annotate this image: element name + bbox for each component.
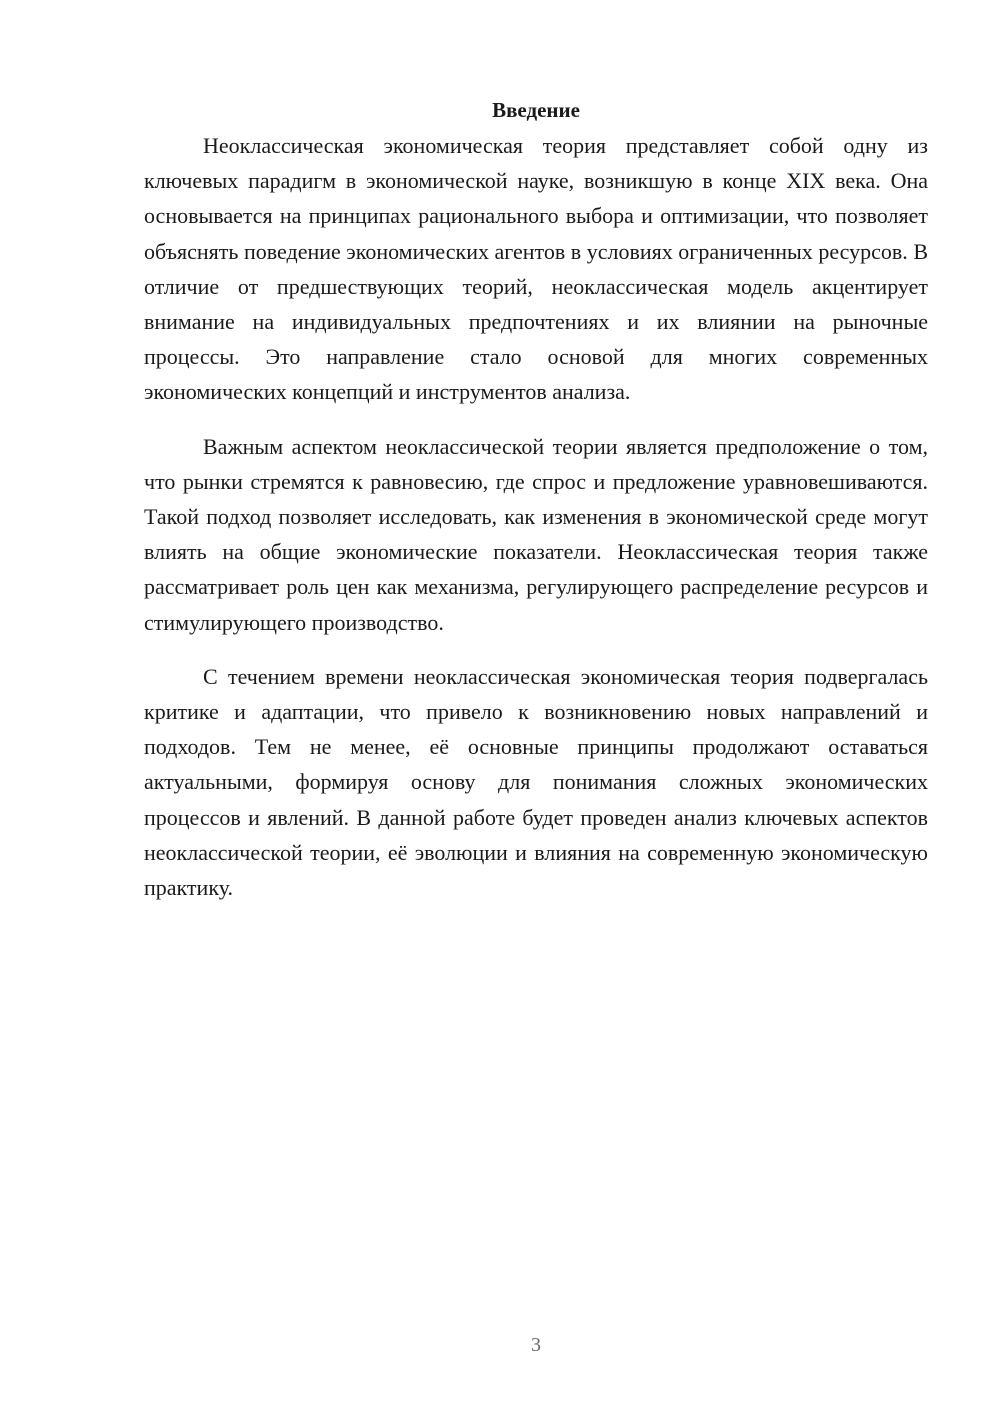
page-content — [144, 92, 928, 905]
section-title: Введение — [492, 98, 580, 122]
paragraph-1: Неоклассическая экономическая теория представляет собой одну из ключевых парадигм в экономической науке, возникшую в конце XIX века. Она основывается на принципах рационального выбора и оптимизации, что позволяет объяснять поведение экономических агентов в условиях ограниченных ресурсов. В отличие от предшествующих теорий, неоклассическая модель акцентирует внимание на индивидуальных предпочтениях и их влиянии на рыночные процессы. Это направление стало основой для многих современных экономических концепций и инструментов анализа. — [144, 133, 928, 405]
paragraph-2: Важным аспектом неоклассической теории является предположение о том, что рынки стремятся к равновесию, где спрос и предложение уравновешиваются. Такой подход позволяет исследовать, как изменения в экономической среде могут влиять на общие экономические показатели. Неоклассическая теория также рассматривает роль цен как механизма, регулирующего распределение ресурсов и стимулирующего производство. — [144, 433, 928, 635]
paragraph-3: С течением времени неоклассическая экономическая теория подвергалась критике и адаптации, что привело к возникновению новых направлений и подходов. Тем не менее, её основные принципы продолжают оставаться актуальными, формируя основу для понимания сложных экономических процессов и явлений. В данной работе будет проведен анализ ключевых аспектов неоклассической теории, её эволюции и влияния на современную экономическую практику. — [144, 663, 928, 901]
page-number: 3 — [531, 1334, 541, 1356]
